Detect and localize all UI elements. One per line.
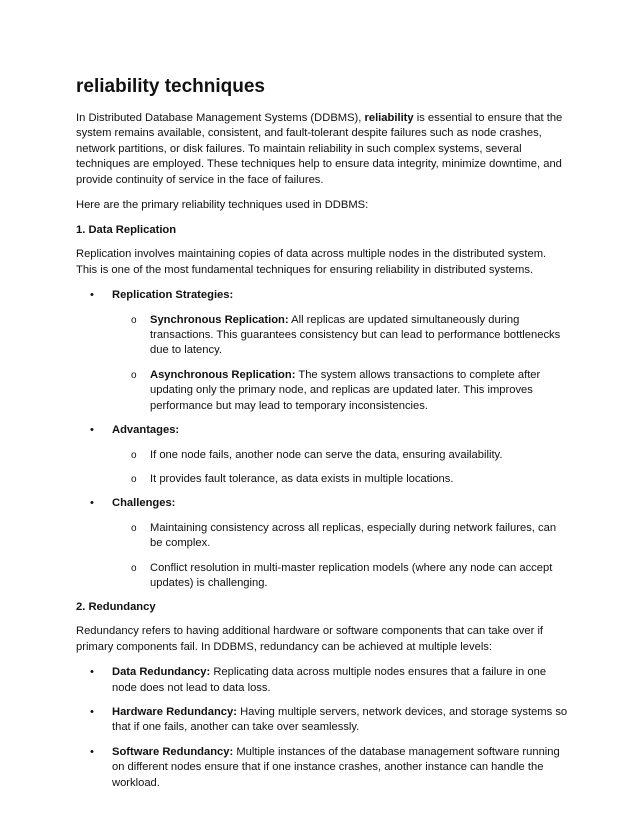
bullet-bold-label: Challenges: [112, 497, 176, 510]
sub-bullet-text: The system allows transactions to complete after updating only the primary node, and replicas are updated later. This improves performance but may lead to temporary inconsistencies. [150, 368, 541, 412]
bullet-icon: • [90, 705, 94, 718]
sub-bullet-bold-label: Asynchronous Replication: [150, 368, 296, 381]
primary-techniques-text: Here are the primary reliability techniques used in DDBMS: [76, 199, 369, 212]
bullet-bold-label: Software Redundancy: [112, 745, 234, 758]
sub-bullet-icon: o [131, 562, 137, 574]
sub-bullet-list [112, 448, 568, 488]
sub-bullet-text: It provides fault tolerance, as data exists in multiple locations. [150, 472, 454, 485]
sub-bullet-item [112, 368, 568, 414]
bullet-bold-label: Data Redundancy: [112, 666, 211, 679]
sub-bullet-icon: o [131, 522, 137, 534]
page-title: reliability techniques [76, 76, 265, 97]
bullet-item [76, 423, 568, 487]
sub-bullet-text: Maintaining consistency across all replicas, especially during network failures, can be complex. [150, 521, 557, 550]
bullet-item [76, 496, 568, 591]
bullet-list [76, 288, 568, 591]
sections-container [76, 223, 568, 791]
sub-bullet-text: If one node fails, another node can serve the data, ensuring availability. [150, 448, 503, 461]
bullet-item [76, 705, 568, 736]
sub-bullet-item [112, 472, 568, 487]
section-paragraph: Replication involves maintaining copies of data across multiple nodes in the distributed system. This is one of the most fundamental techniques for ensuring reliability in distributed systems. [76, 248, 547, 276]
bullet-item [76, 665, 568, 696]
bullet-icon: • [90, 424, 94, 437]
sub-bullet-list [112, 521, 568, 592]
sub-bullet-item [112, 561, 568, 592]
sub-bullet-text: All replicas are updated simultaneously during transactions. This guarantees consistency but can lead to performance bottlenecks due to latency. [150, 313, 561, 357]
sub-bullet-text: Conflict resolution in multi-master replication models (where any node can accept updates) is challenging. [150, 561, 553, 589]
bullet-icon: • [90, 289, 94, 302]
intro-text-end: is essential to ensure that the system remains available, consistent, and fault-tolerant despite failures such as node crashes, network partitions, or disk failures. To maintain reliability in such complex systems, several techniques are employed. These techniques help to ensure data integrity, minimize downtime, and provide continuity of service in the face of failures. [76, 112, 563, 186]
bullet-text: Having multiple servers, network devices, and storage systems so that if one fails, another can take over seamlessly. [112, 705, 568, 734]
bullet-icon: • [90, 666, 94, 679]
section-paragraph: Redundancy refers to having additional hardware or software components that can take over if primary components fail. In DDBMS, redundancy can be achieved at multiple levels: [76, 625, 544, 653]
section-heading: 2. Redundancy [76, 601, 156, 614]
document-content [76, 76, 568, 800]
sub-bullet-icon: o [131, 314, 137, 326]
bullet-icon: • [90, 497, 94, 510]
sub-bullet-icon: o [131, 449, 137, 461]
sub-bullet-icon: o [131, 369, 137, 381]
bullet-bold-label: Replication Strategies: [112, 289, 234, 302]
bullet-item [76, 288, 568, 414]
section-heading: 1. Data Replication [76, 224, 177, 237]
sub-bullet-item [112, 521, 568, 552]
intro-text-start: In Distributed Database Management Systems (DDBMS), [76, 112, 365, 124]
sub-bullet-list [112, 313, 568, 414]
bullet-bold-label: Hardware Redundancy: [112, 705, 237, 718]
bullet-text: Multiple instances of the database management software running on different nodes ensure that if one instance crashes, another instance can handle the workload. [112, 745, 560, 789]
intro-paragraph [76, 111, 568, 188]
sub-bullet-icon: o [131, 473, 137, 485]
bullet-text: Replicating data across multiple nodes ensures that a failure in one node does not lead to data loss. [112, 666, 547, 694]
intro-bold-term: reliability [364, 112, 414, 124]
bullet-list [76, 665, 568, 791]
sub-bullet-item [112, 313, 568, 359]
bullet-item [76, 745, 568, 791]
sub-bullet-item [112, 448, 568, 463]
bullet-bold-label: Advantages: [112, 424, 180, 437]
sub-bullet-bold-label: Synchronous Replication: [150, 313, 289, 326]
bullet-icon: • [90, 745, 94, 758]
